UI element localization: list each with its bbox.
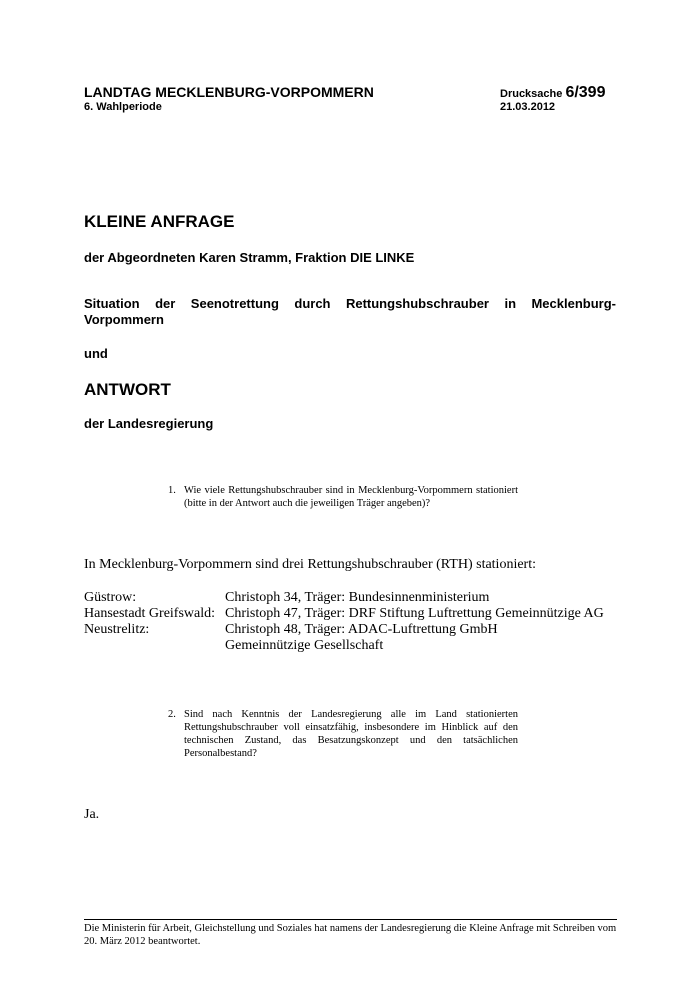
author-line: der Abgeordneten Karen Stramm, Fraktion DIE LINKE: [84, 250, 415, 265]
station-location: Güstrow:: [84, 590, 137, 605]
election-period: 6. Wahlperiode: [84, 101, 162, 113]
document-date: 21.03.2012: [500, 101, 556, 113]
parliament-name: LANDTAG MECKLENBURG-VORPOMMERN: [84, 84, 374, 100]
station-location: Hansestadt Greifswald:: [84, 606, 216, 621]
footnote: Die Ministerin für Arbeit, Gleichstellung und Soziales hat namens der Landesregierung die Kleine Anfrage mit Schreiben vom 20. März 2012 beantwortet.: [84, 923, 617, 947]
answer-2: Ja.: [84, 807, 100, 822]
station-row: [84, 590, 624, 606]
und-line: und: [84, 346, 108, 361]
drucksache-number: 6/399: [565, 84, 606, 101]
station-detail: Christoph 47, Träger: DRF Stiftung Luftrettung Gemeinnützige AG: [225, 606, 604, 621]
station-row: [84, 606, 624, 622]
station-location: Neustrelitz:: [84, 622, 150, 637]
station-detail: Christoph 34, Träger: Bundesinnenministerium: [225, 590, 490, 605]
footnote-divider: [84, 919, 617, 920]
station-row: [84, 622, 544, 654]
antwort-heading: ANTWORT: [84, 380, 171, 399]
answer-1-intro: In Mecklenburg-Vorpommern sind drei Rettungshubschrauber (RTH) stationiert:: [84, 557, 536, 572]
question-number: 2.: [168, 709, 176, 720]
drucksache-reference: [500, 84, 605, 102]
question-2: [168, 708, 518, 760]
responder-line: der Landesregierung: [84, 416, 214, 431]
question-number: 1.: [168, 485, 176, 496]
drucksache-label: Drucksache: [500, 88, 563, 100]
question-1: [168, 484, 518, 510]
question-text: Sind nach Kenntnis der Landesregierung alle im Land stationierten Rettungshubschrauber voll einsatzfähig, insbesondere im Hinblick auf den technischen Zustand, das Besatzungskonzept und den tatsächlichen Personalbestand?: [184, 709, 518, 759]
inquiry-subject: Situation der Seenotrettung durch Rettungshubschrauber in Mecklenburg-Vorpommern: [84, 296, 616, 327]
question-text: Wie viele Rettungshubschrauber sind in Mecklenburg-Vorpommern stationiert (bitte in der Antwort auch die jeweiligen Träger angeben)?: [184, 485, 518, 509]
station-detail: Christoph 48, Träger: ADAC-Luftrettung GmbH Gemeinnützige Gesellschaft: [225, 622, 498, 653]
kleine-anfrage-heading: KLEINE ANFRAGE: [84, 212, 235, 231]
